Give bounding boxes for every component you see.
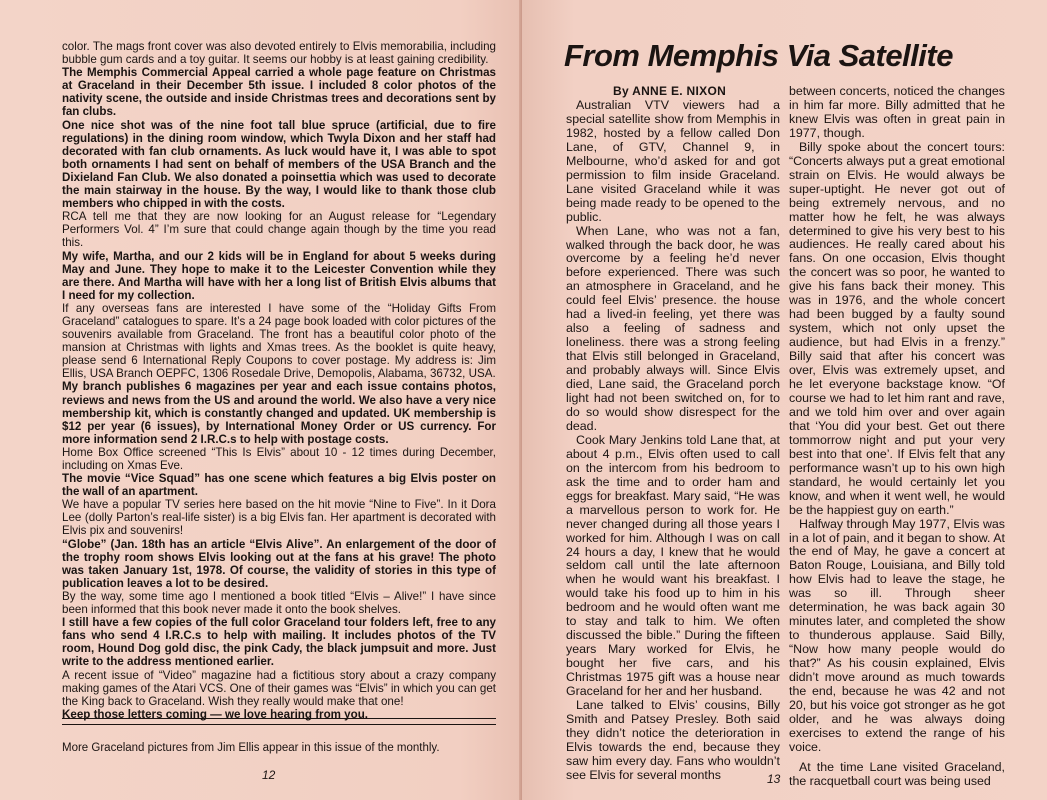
right-page <box>522 0 1047 800</box>
paragraph: My wife, Martha, and our 2 kids will be in England for about 5 weeks during May and June. They hope to make it to the Leicester Convention while they are there. And Martha will have with her a long list of British Elvis albums that I need for my collection. <box>62 249 496 302</box>
article-column-2 <box>789 85 1005 789</box>
byline: By ANNE E. NIXON <box>613 84 727 98</box>
paragraph: The movie “Vice Squad” has one scene which features a big Elvis poster on the wall of an apartment. <box>62 472 496 499</box>
paragraph: Home Box Office screened “This Is Elvis” about 10 - 12 times during December, including on Xmas Eve. <box>62 445 496 472</box>
paragraph: Australian VTV viewers had a special satellite show from Memphis in 1982, hosted by a fellow called Don Lane, of GTV, Channel 9, in Melbourne, who’d asked for and got permission to film inside Graceland. Lane visited Graceland while it was being made ready to be opened to the public. <box>566 98 780 224</box>
article-column-1 <box>566 99 780 783</box>
paragraph: Cook Mary Jenkins told Lane that, at about 4 p.m., Elvis often used to call on the intercom from his bedroom to ask the time and to order ham and eggs for breakfast. Mary said, “He was a marvellous person to work for. He never changed during all those years I worked for him. Although I was on call 24 hours a day, I knew that he would seldom call until the late afternoon when he would want his breakfast. I would take his food up to him in his bedroom and he would often want me to stay and talk to him. We often discussed the bible.” During the fifteen years Mary worked for Elvis, he bought her five cars, and his Christmas 1975 gift was a house near Graceland for her and her husband. <box>566 432 780 699</box>
paragraph: A recent issue of “Video” magazine had a fictitious story about a crazy company making games of the Atari VCS. One of their games was “Elvis” in which you can get the King back to Graceland. Wish they really would make that one! <box>62 668 496 708</box>
left-article-column <box>62 40 496 721</box>
paragraph: Keep those letters coming — we love hearing from you. <box>62 707 369 721</box>
paragraph: Lane talked to Elvis’ cousins, Billy Smith and Patsey Presley. Both said they didn’t notice the deterioration in Elvis towards the end, because they saw him every day. Fans who wouldn’t see Elvis for several months <box>566 697 780 782</box>
left-page <box>0 0 522 800</box>
paragraph: between concerts, noticed the changes in him far more. Billy admitted that he knew Elvis was often in great pain in 1977, though. <box>789 84 1005 140</box>
article-title: From Memphis Via Satellite <box>564 38 953 73</box>
paragraph: color. The mags front cover was also devoted entirely to Elvis memorabilia, including bubble gum cards and a toy guitar. It seems our hobby is at least gaining credibility. <box>62 40 496 67</box>
paragraph: My branch publishes 6 magazines per year and each issue contains photos, reviews and news from the US and around the world. We also have a very nice membership kit, which is constantly changed and updated. UK membership is $12 per year (6 issues), by International Money Order or US currency. For more information send 2 I.R.C.s to help with postage costs. <box>62 380 496 446</box>
page-number: 12 <box>262 768 276 782</box>
divider-rule <box>62 718 496 719</box>
paragraph: One nice shot was of the nine foot tall blue spruce (artificial, due to fire regulations) in the dining room window, which Twyla Dixon and her staff had decorated with fan club ornaments. As luck would have it, I was able to spot both ornaments I had sent on behalf of members of the USA Branch and the Dixieland Fan Club. We also donated a poinsettia which was used to decorate the main stairway in the house. By the way, I would like to thank those club members who chipped in with the costs. <box>62 118 496 211</box>
footnote: More Graceland pictures from Jim Ellis appear in this issue of the monthly. <box>62 742 440 754</box>
paragraph: “Globe” (Jan. 18th has an article “Elvis Alive”. An enlargement of the door of the trophy room shows Elvis looking out at the fans at his grave! The photo was taken January 1st, 1978. Of course, the validity of stories in this type of publication leaves a lot to be desired. <box>62 537 496 590</box>
paragraph: Halfway through May 1977, Elvis was in a lot of pain, and it began to show. At the end of May, he gave a concert at Baton Rouge, Louisiana, and Billy told how Elvis had to leave the stage, he was so ill. Through sheer determination, he was back again 30 minutes later, and completed the show to thunderous applause. Said Billy, “Now how many people would do that?” As his cousin explained, Elvis didn’t move around as much towards the end, because he was 42 and not 20, but his voice got stronger as he got older, and he was always doing exercises to extend the range of his voice. <box>789 516 1005 754</box>
paragraph: We have a popular TV series here based on the hit movie “Nine to Five”. In it Dora Lee (dolly Parton’s real-life sister) is a big Elvis fan. Her apartment is decorated with Elvis pix and souvenirs! <box>62 498 496 538</box>
paragraph: At the time Lane visited Graceland, the racquetball court was being used <box>789 759 1005 788</box>
paragraph: By the way, some time ago I mentioned a book titled “Elvis – Alive!” I have since been informed that this book never made it onto the book shelves. <box>62 589 496 617</box>
paragraph: If any overseas fans are interested I have some of the “Holiday Gifts From Graceland” catalogues to spare. It’s a 24 page book loaded with color pictures of the souvenirs available from Graceland. The front has a beautiful color photo of the mansion at Christmas with lights and Xmas trees. As the booklet is quite heavy, please send 6 International Reply Coupons to cover postage. My address is: Jim Ellis, USA Branch OEPFC, 1306 Rosedale Drive, Demopolis, Alabama, 36732, USA. <box>62 301 496 381</box>
paragraph: I still have a few copies of the full color Graceland tour folders left, free to any fans who send 4 I.R.C.s to help with mailing. It includes photos of the TV room, Hound Dog gold disc, the pink Cady, the black jumpsuit and more. Just write to the address mentioned earlier. <box>62 616 496 669</box>
page-number: 13 <box>767 772 781 786</box>
paragraph: Billy spoke about the concert tours: “Concerts always put a great emotional strain on Elvis. He would always be super-uptight. He never got out of being extremely nervous, and no matter how he felt, he was always determined to give his very best to his audiences. He really cared about his fans. On one occasion, Elvis thought the concert was so poor, he wanted to give his fans back their money. This was in 1976, and the whole concert had been bugged by a faulty sound system, which not only upset the audience, but had Elvis in a frenzy.” Billy said that after his concert was over, Elvis was extremely upset, and he let everyone backstage know. “Of course we had to let him rant and rave, and we told him over and over again that ‘You did your best. Get out there tommorrow night and put your very best into that one’. If Elvis felt that any performance wasn’t up to his own high standard, he would certainly let you know, and when it went well, he would be the happiest guy on earth.” <box>789 139 1005 517</box>
paragraph: The Memphis Commercial Appeal carried a whole page feature on Christmas at Graceland in their December 5th issue. I included 8 color photos of the nativity scene, the outside and inside Christmas trees and decorations sent by fan clubs. <box>62 66 496 119</box>
paragraph: When Lane, who was not a fan, walked through the back door, he was overcome by a feeling he’d never before experienced. There was such an atmosphere in Graceland, and he could feel Elvis’ presence. the house had a lived-in feeling, yet there was also a feeling of sadness and loneliness. there was a strong feeling that Elvis still belonged in Graceland, and probably always will. Since Elvis died, Lane said, the Graceland porch light had not been switched on, for to do so would show disrespect for the dead. <box>566 223 780 433</box>
paragraph: RCA tell me that they are now looking for an August release for “Legendary Performers Vol. 4” I’m sure that could change again though by the time you read this. <box>62 210 496 250</box>
divider-rule <box>62 724 496 725</box>
